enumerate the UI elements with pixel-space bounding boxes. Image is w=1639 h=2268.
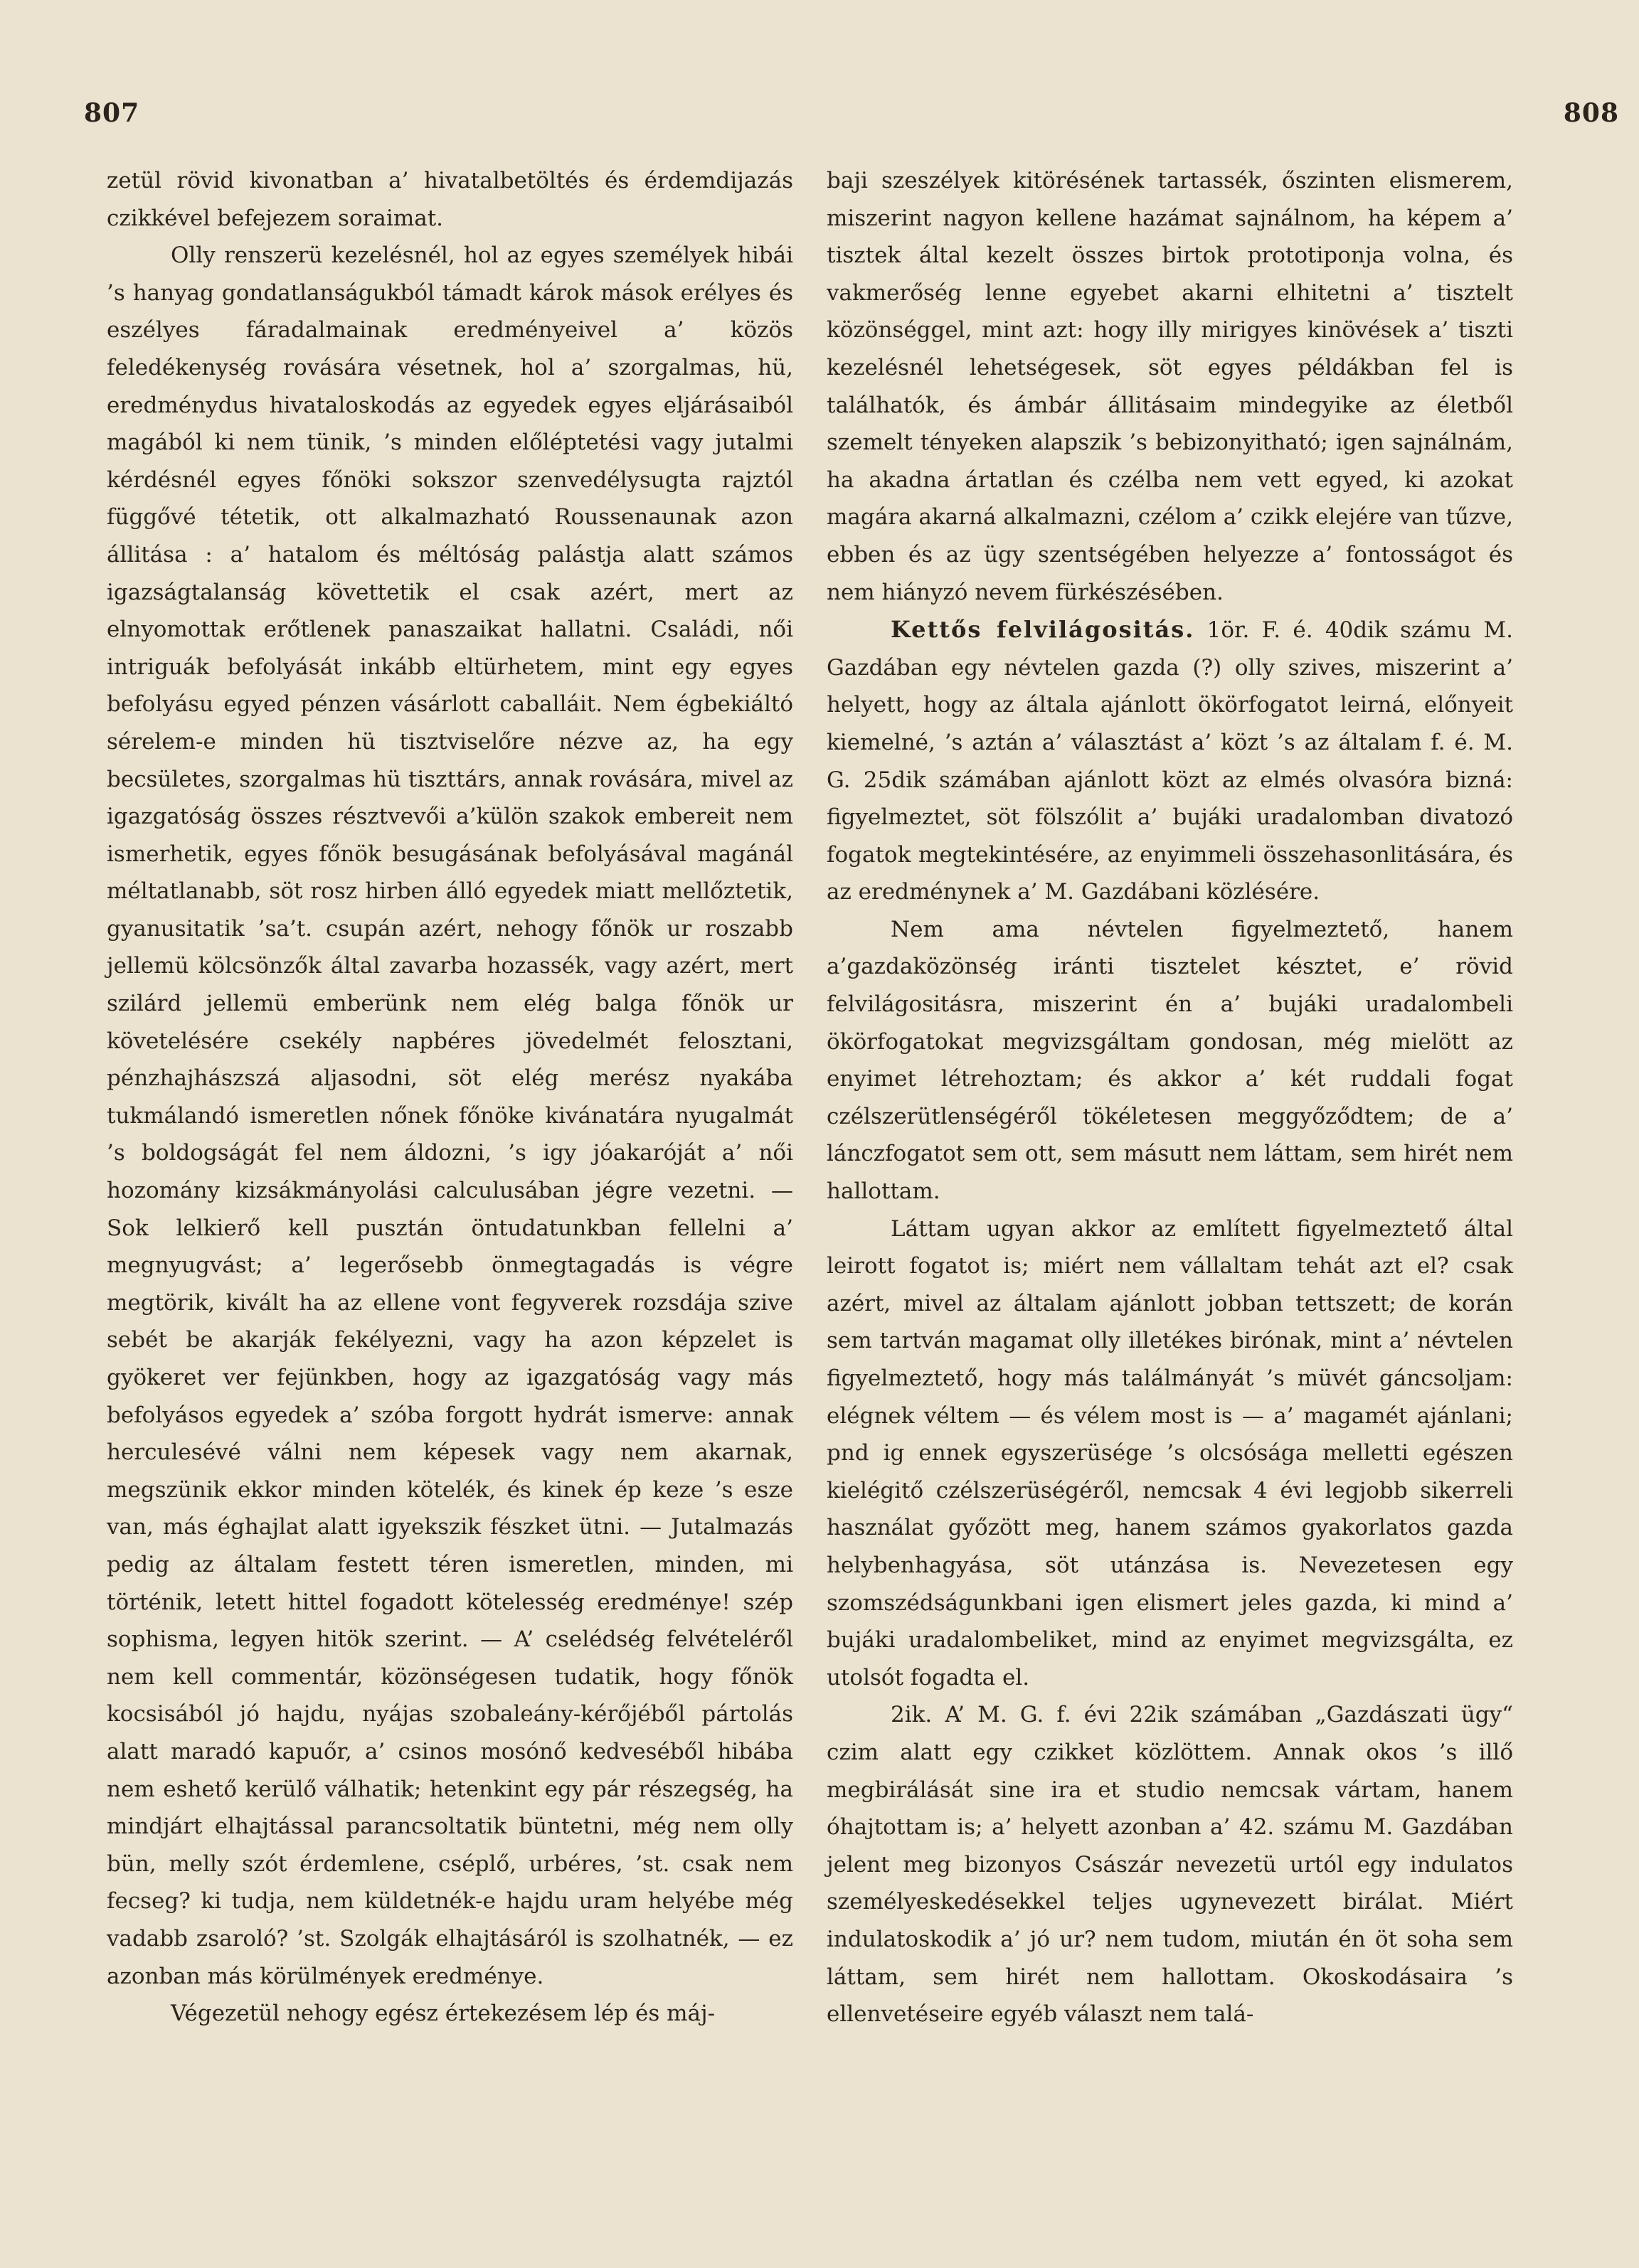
page-number-right: 808 bbox=[1563, 98, 1619, 128]
left-column bbox=[107, 162, 793, 2033]
left-paragraph-3: Végezetül nehogy egész értekezésem lép és máj- bbox=[171, 2001, 716, 2027]
right-column bbox=[827, 162, 1513, 2033]
left-paragraph-2: Olly renszerü kezelésnél, hol az egyes személyek hibái ’s hanyag gondatlanságukból támadt károk mások erélyes és eszélyes fáradalmainak eredményeivel a’ közös feledékenység rovására vésetnek, hol a’ szorgalmas, hü, eredménydus hivataloskodás az egyedek egyes eljárásaiból magából ki nem tünik, ’s minden előléptetési vagy jutalmi kérdésnél egyes főnöki sokszor szenvedélysugta rajztól függővé tétetik, ott alkalmazható Roussenaunak azon állitása : a’ hatalom és méltóság palástja alatt számos igazságtalanság követtetik el csak azért, mert az elnyomottak erőtlenek panaszaikat hallatni. Családi, női intriguák befolyását inkább eltürhetem, mint egy egyes befolyásu egyed pénzen vásárlott caballáit. Nem égbekiáltó sérelem-e minden hü tisztviselőre nézve az, ha egy becsületes, szorgalmas hü tiszttárs, annak rovására, mivel az igazgatóság összes résztvevői a’külön szakok embereit nem ismerhetik, egyes főnök besugásának befolyásával magánál méltatlanabb, söt rosz hirben álló egyedek miatt mellőztetik, gyanusitatik ’sa’t. csupán azért, nehogy főnök ur roszabb jellemü kölcsönzők által zavarba hozassék, vagy azért, mert szilárd jellemü emberünk nem elég balga főnök ur követelésére csekély napbéres jövedelmét felosztani, pénzhajhászszá aljasodni, söt elég merész nyakába tukmálandó ismeretlen nőnek főnöke kivánatára nyugalmát ’s boldogságát fel nem áldozni, ’s igy jóakaróját a’ női hozomány kizsákmányolási calculusában jégre vezetni. — Sok lelkierő kell pusztán öntudatunkban fellelni a’ megnyugvást; a’ legerősebb önmegtagadás is végre megtörik, kivált ha az ellene vont fegyverek rozsdája szive sebét be akarják fekélyezni, vagy ha azon képzelet is gyökeret ver fejünkben, hogy az igazgatóság vagy más befolyásos egyedek a’ szóba forgott hydrát ismerve: annak herculesévé válni nem képesek vagy nem akarnak, megszünik ekkor minden kötelék, és kinek ép keze ’s esze van, más éghajlat alatt igyekszik fészket ütni. — Jutalmazás pedig az általam festett téren ismeretlen, minden, mi történik, letett hittel fogadott kötelesség eredménye! szép sophisma, legyen hitök szerint. — A’ cselédség felvételéről nem kell commentár, közönségesen tudatik, hogy főnök kocsisából jó hajdu, nyájas szobaleány-kérőjéből pártolás alatt maradó kapuőr, a’ csinos mosónő kedveséből hibába nem eshető kerülő válhatik; hetenkint egy pár részegség, ha mindjárt elhajtással parancsoltatik büntetni, még nem olly bün, melly szót érdemlene, cséplő, urbéres, ’st. csak nem fecseg? ki tudja, nem küldetnék-e hajdu uram helyébe még vadabb zsaroló? ’st. Szolgák elhajtásáról is szolhatnék, — ez azonban más körülmények eredménye. bbox=[107, 243, 793, 1989]
section-heading-text: 1ör. F. é. 40dik számu M. Gazdában egy névtelen gazda (?) olly szives, miszerint a’ helyett, hogy az általa ajánlott ökörfogatot leirná, előnyeit kiemelné, ’s aztán a’ választást a’ közt ’s az általam f. é. M. G. 25dik számában ajánlott közt az elmés olvasóra bizná: figyelmeztet, söt fölszólit a’ bujáki uradalomban divatozó fogatok megtekintésére, az enyimmeli összehasonlitására, és az eredménynek a’ M. Gazdábani közlésére. bbox=[827, 617, 1514, 905]
right-paragraph-3: Nem ama névtelen figyelmeztető, hanem a’gazdaközönség iránti tisztelet késztet, e’ rövid felvilágositásra, miszerint én a’ bujáki uradalombeli ökörfogatokat megvizsgáltam gondosan, még mielött az enyimet létrehoztam; és akkor a’ két ruddali fogat czélszerütlenségéről tökéletesen meggyőződtem; de a’ lánczfogatot sem ott, sem másutt nem láttam, sem hirét nem hallottam. bbox=[827, 916, 1513, 1205]
right-paragraph-2 bbox=[827, 611, 1513, 911]
right-paragraph-1: baji szeszélyek kitörésének tartassék, őszinten elismerem, miszerint nagyon kellene hazámat sajnálnom, ha képem a’ tisztek által kezelt összes birtok prototiponja volna, és vakmerőség lenne egyebet akarni elhitetni a’ tisztelt közönséggel, mint azt: hogy illy mirigyes kinövések a’ tiszti kezelésnél lehetségesek, söt egyes példákban fel is találhatók, és ámbár állitásaim mindegyike az életből szemelt tényeken alapszik ’s bebizonyitható; igen sajnálnám, ha akadna ártatlan és czélba nem vett egyed, ki azokat magára akarná alkalmazni, czélom a’ czikk elejére van tűzve, ebben és az ügy szentségében helyezze a’ fontosságot és nem hiányzó nevem fürkészésében. bbox=[827, 168, 1513, 605]
left-paragraph-1: zetül rövid kivonatban a’ hivatalbetöltés és érdemdijazás czikkével befejezem soraimat. bbox=[107, 168, 793, 231]
page-number-left: 807 bbox=[84, 98, 140, 128]
right-paragraph-5: 2ik. A’ M. G. f. évi 22ik számában „Gazdászati ügy“ czim alatt egy czikket közlöttem. Annak okos ’s illő megbirálását sine ira et studio nemcsak vártam, hanem óhajtottam is; a’ helyett azonban a’ 42. számu M. Gazdában jelent meg bizonyos Császár nevezetü urtól egy indulatos személyeskedésekkel teljes ugynevezett birálat. Miért indulatoskodik a’ jó ur? nem tudom, miután én öt soha sem láttam, sem hirét nem hallottam. Okoskodásaira ’s ellenvetéseire egyéb választ nem talá- bbox=[827, 1702, 1513, 2028]
section-heading: Kettős felvilágositás. bbox=[891, 616, 1195, 644]
right-paragraph-4: Láttam ugyan akkor az említett figyelmeztető által leirott fogatot is; miért nem vállaltam tehát azt el? csak azért, mivel az általam ajánlott jobban tettszett; de korán sem tartván magamat olly illetékes birónak, mint a’ névtelen figyelmeztető, hogy más találmányát ’s müvét gáncsoljam: elégnek véltem — és vélem most is — a’ magamét ajánlani; pnd ig ennek egyszerüsége ’s olcsósága melletti egészen kielégitő czélszerüségéről, nemcsak 4 évi legjobb sikerreli használat győzött meg, hanem számos gyakorlatos gazda helybenhagyása, söt utánzása is. Nevezetesen egy szomszédságunkbani igen elismert jeles gazda, ki mind a’ bujáki uradalombeliket, mind az enyimet megvizsgálta, ez utolsót fogadta el. bbox=[827, 1215, 1513, 1691]
